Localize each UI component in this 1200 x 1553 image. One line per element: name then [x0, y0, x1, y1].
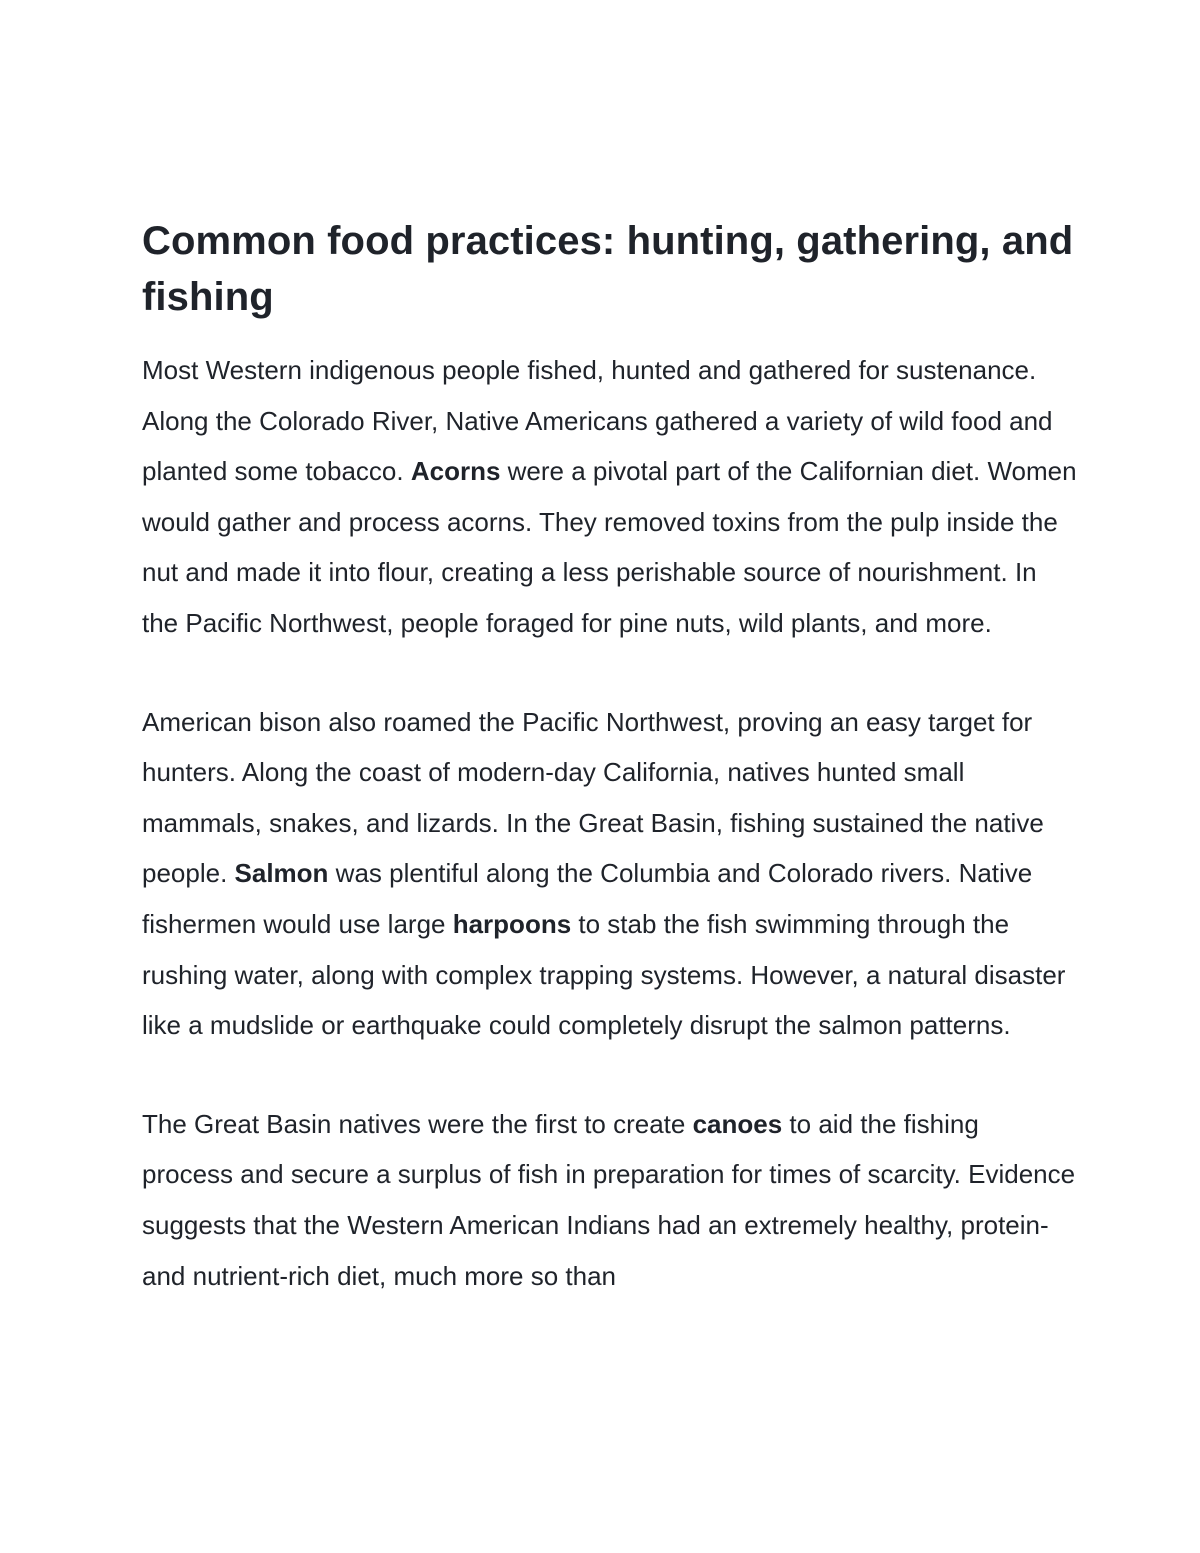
- paragraph-3: [142, 1099, 1077, 1301]
- bold-term-harpoons: harpoons: [452, 908, 572, 939]
- paragraph-1: [142, 345, 1077, 649]
- bold-term-canoes: canoes: [692, 1108, 783, 1139]
- bold-term-salmon: Salmon: [234, 858, 329, 889]
- text-span: to aid the fishing process and secure a surplus of fish in preparation for times of scarcity. Evidence suggests that the Western American Indians had an extremely healthy, protein- and nutrient-rich diet, much more so than: [142, 1108, 1076, 1291]
- text-span: American bison also roamed the Pacific Northwest, proving an easy target for hunters. Along the coast of modern-day California, natives hunted small mammals, snakes, and lizards. In the Great Basin, fishing sustained the native people.: [142, 706, 1044, 889]
- text-span: Most Western indigenous people fished, hunted and gathered for sustenance. Along the Colorado River, Native Americans gathered a variety of wild food and planted some tobacco.: [142, 355, 1053, 487]
- text-span: to stab the fish swimming through the rushing water, along with complex trapping systems. However, a natural disaster like a mudslide or earthquake could completely disrupt the salmon patterns.: [142, 908, 1066, 1041]
- document-body: [142, 213, 1077, 1301]
- text-span: was plentiful along the Columbia and Colorado rivers. Native fishermen would use large: [142, 858, 1033, 939]
- paragraph-2: [142, 697, 1077, 1051]
- document-title: Common food practices: hunting, gathering, and fishing: [142, 219, 1074, 319]
- text-span: The Great Basin natives were the first to create: [142, 1108, 693, 1139]
- text-span: were a pivotal part of the Californian diet. Women would gather and process acorns. They removed toxins from the pulp inside the nut and made it into flour, creating a less perishable source of nourishment. In the Pacific Northwest, people foraged for pine nuts, wild plants, and more.: [142, 456, 1077, 638]
- bold-term-acorns: Acorns: [410, 456, 501, 487]
